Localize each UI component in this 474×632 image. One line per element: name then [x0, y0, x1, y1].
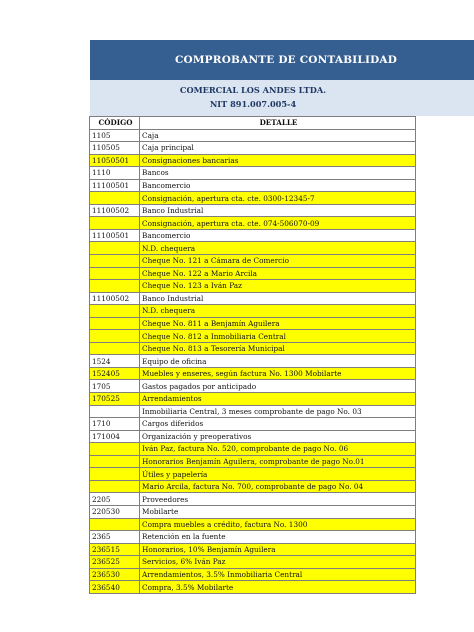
- account-code-cell: 220530: [90, 505, 140, 518]
- account-code-cell: 236525: [90, 556, 140, 569]
- account-code-cell: 236515: [90, 543, 140, 556]
- table-row: [90, 142, 416, 155]
- table-row: [90, 418, 416, 431]
- account-detail-cell: Consignación, apertura cta. cte. 074-506070-09: [140, 217, 416, 230]
- account-code-cell: 1105: [90, 129, 140, 142]
- account-detail-cell: Gastos pagados por anticipado: [140, 380, 416, 393]
- account-code-cell: [90, 280, 140, 293]
- account-code-cell: [90, 317, 140, 330]
- table-row: [90, 255, 416, 268]
- account-detail-cell: Bancos: [140, 167, 416, 180]
- account-code-cell: 152405: [90, 367, 140, 380]
- table-row: [90, 355, 416, 368]
- account-code-cell: [90, 443, 140, 456]
- document-title: COMPROBANTE DE CONTABILIDAD: [174, 54, 398, 66]
- account-detail-cell: Cheque No. 122 a Mario Arcila: [140, 267, 416, 280]
- account-code-cell: [90, 242, 140, 255]
- account-detail-cell: Inmobiliaria Central, 3 meses comprobante de pago No. 03: [140, 405, 416, 418]
- table-row: [90, 280, 416, 293]
- account-code-cell: 170525: [90, 393, 140, 406]
- table-row: [90, 229, 416, 242]
- table-row: [90, 179, 416, 192]
- account-detail-cell: Cargos diferidos: [140, 418, 416, 431]
- account-detail-cell: Consignación, apertura cta. cte. 0300-12345-7: [140, 192, 416, 205]
- account-detail-cell: Proveedores: [140, 493, 416, 506]
- table-row: [90, 317, 416, 330]
- account-detail-cell: Caja: [140, 129, 416, 142]
- table-row: [90, 367, 416, 380]
- table-row: [90, 330, 416, 343]
- table-row: [90, 342, 416, 355]
- account-detail-cell: Bancomercio: [140, 179, 416, 192]
- account-code-cell: 1110: [90, 167, 140, 180]
- account-detail-cell: Muebles y enseres, según factura No. 1300 Mobilarte: [140, 367, 416, 380]
- table-body: [90, 129, 416, 593]
- table-row: [90, 380, 416, 393]
- account-code-cell: [90, 518, 140, 531]
- account-detail-cell: Banco Industrial: [140, 204, 416, 217]
- account-code-cell: [90, 217, 140, 230]
- title-banner: [90, 40, 474, 80]
- company-header: [90, 80, 474, 116]
- account-code-cell: [90, 468, 140, 481]
- account-code-cell: [90, 342, 140, 355]
- table-row: [90, 480, 416, 493]
- table-row: [90, 443, 416, 456]
- account-detail-cell: Caja principal: [140, 142, 416, 155]
- table-row: [90, 531, 416, 544]
- account-code-cell: [90, 267, 140, 280]
- account-code-cell: [90, 405, 140, 418]
- account-code-cell: [90, 305, 140, 318]
- account-code-cell: 11100502: [90, 204, 140, 217]
- table-row: [90, 129, 416, 142]
- account-detail-cell: Banco Industrial: [140, 292, 416, 305]
- account-detail-cell: Cheque No. 813 a Tesorería Municipal: [140, 342, 416, 355]
- table-row: [90, 543, 416, 556]
- account-detail-cell: Cheque No. 812 a Inmobiliaria Central: [140, 330, 416, 343]
- account-detail-cell: N.D. chequera: [140, 242, 416, 255]
- account-detail-cell: Cheque No. 121 a Cámara de Comercio: [140, 255, 416, 268]
- account-code-cell: 1710: [90, 418, 140, 431]
- account-code-cell: 1524: [90, 355, 140, 368]
- table-header-row: [90, 117, 416, 130]
- account-detail-cell: N.D. chequera: [140, 305, 416, 318]
- account-code-cell: 11100501: [90, 179, 140, 192]
- table-row: [90, 455, 416, 468]
- account-code-cell: 2205: [90, 493, 140, 506]
- account-code-cell: 2365: [90, 531, 140, 544]
- account-detail-cell: Útiles y papelería: [140, 468, 416, 481]
- company-nit: NIT 891.007.005-4: [209, 99, 297, 109]
- account-detail-cell: Cheque No. 811 a Benjamín Aguilera: [140, 317, 416, 330]
- account-detail-cell: Mario Arcila, factura No. 700, comprobante de pago No. 04: [140, 480, 416, 493]
- account-code-cell: 110505: [90, 142, 140, 155]
- account-code-cell: 236530: [90, 568, 140, 581]
- accounts-table: [89, 116, 416, 594]
- account-code-cell: [90, 330, 140, 343]
- table-row: [90, 556, 416, 569]
- account-detail-cell: Compra muebles a crédito, factura No. 1300: [140, 518, 416, 531]
- company-name: COMERCIAL LOS ANDES LTDA.: [179, 85, 327, 95]
- table-row: [90, 568, 416, 581]
- account-detail-cell: Iván Paz, factura No. 520, comprobante de pago No. 06: [140, 443, 416, 456]
- table-row: [90, 430, 416, 443]
- account-code-cell: 1705: [90, 380, 140, 393]
- table-row: [90, 581, 416, 594]
- account-detail-cell: Compra, 3.5% Mobilarte: [140, 581, 416, 594]
- table-row: [90, 192, 416, 205]
- table-row: [90, 393, 416, 406]
- table-row: [90, 217, 416, 230]
- table-row: [90, 405, 416, 418]
- account-detail-cell: Mobilarte: [140, 505, 416, 518]
- account-code-cell: [90, 192, 140, 205]
- account-code-cell: 11100501: [90, 229, 140, 242]
- table-row: [90, 518, 416, 531]
- account-detail-cell: Bancomercio: [140, 229, 416, 242]
- table-row: [90, 242, 416, 255]
- account-code-cell: 236540: [90, 581, 140, 594]
- account-detail-cell: Retención en la fuente: [140, 531, 416, 544]
- account-code-cell: [90, 455, 140, 468]
- account-detail-cell: Arrendamientos: [140, 393, 416, 406]
- table-row: [90, 493, 416, 506]
- column-header-code: CÓDIGO: [90, 117, 140, 130]
- table-row: [90, 468, 416, 481]
- account-code-cell: 171004: [90, 430, 140, 443]
- account-detail-cell: Honorarios Benjamín Aguilera, comprobante de pago No.01: [140, 455, 416, 468]
- account-code-cell: 11050501: [90, 154, 140, 167]
- account-detail-cell: Equipo de oficina: [140, 355, 416, 368]
- table-row: [90, 204, 416, 217]
- account-detail-cell: Organización y preoperativos: [140, 430, 416, 443]
- account-code-cell: [90, 255, 140, 268]
- table-row: [90, 167, 416, 180]
- table-row: [90, 305, 416, 318]
- table-row: [90, 267, 416, 280]
- account-code-cell: [90, 480, 140, 493]
- table-row: [90, 292, 416, 305]
- table-row: [90, 154, 416, 167]
- account-code-cell: 11100502: [90, 292, 140, 305]
- account-detail-cell: Consignaciones bancarias: [140, 154, 416, 167]
- account-detail-cell: Honorarios, 10% Benjamín Aguilera: [140, 543, 416, 556]
- column-header-detail: DETALLE: [140, 117, 416, 130]
- account-detail-cell: Servicios, 6% Iván Paz: [140, 556, 416, 569]
- account-detail-cell: Cheque No. 123 a Iván Paz: [140, 280, 416, 293]
- account-detail-cell: Arrendamientos, 3.5% Inmobiliaria Central: [140, 568, 416, 581]
- table-row: [90, 505, 416, 518]
